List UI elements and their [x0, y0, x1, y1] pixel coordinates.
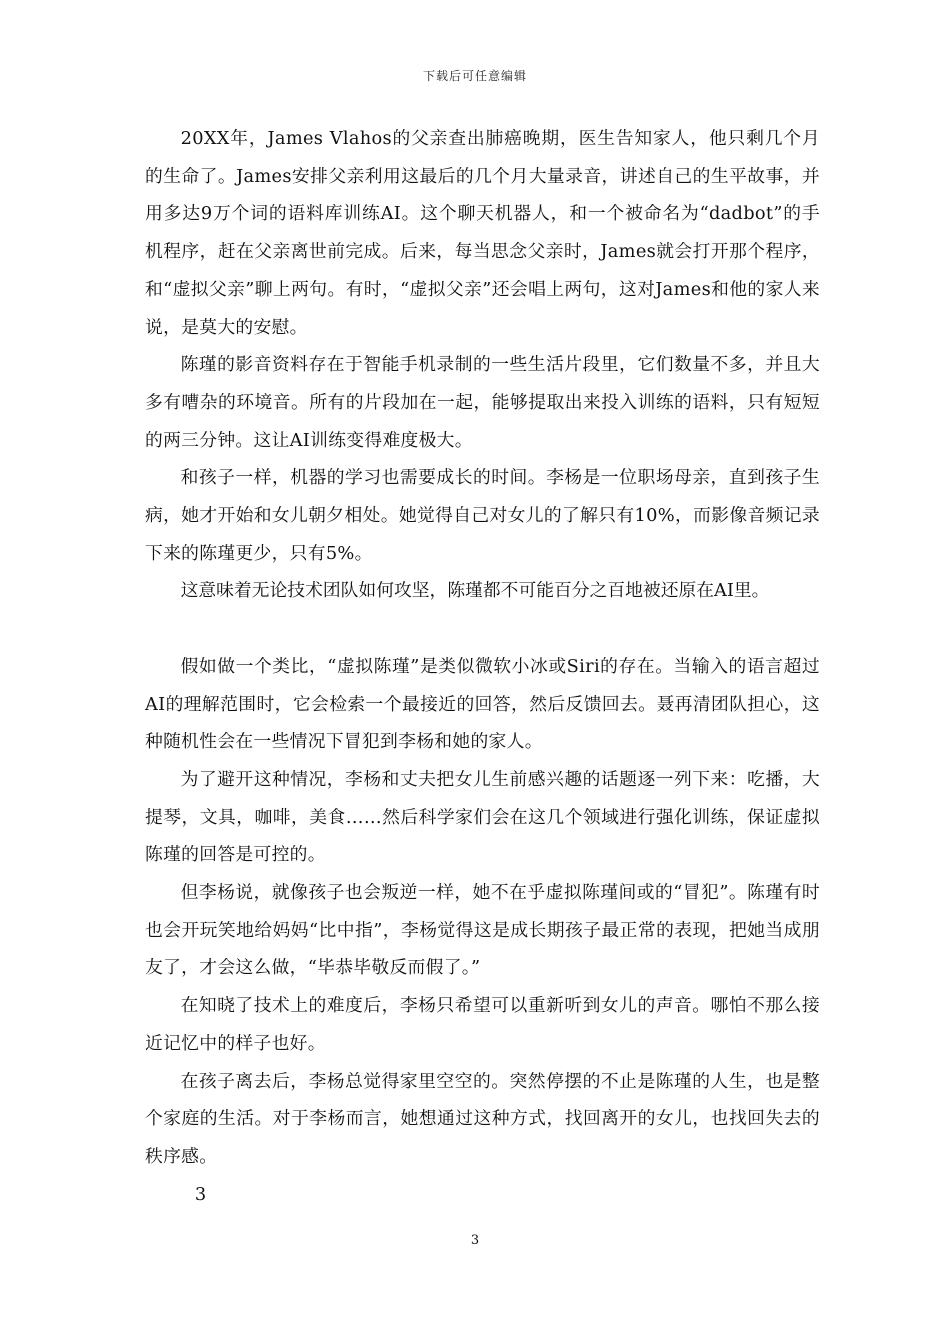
page-number: 3 [470, 1233, 480, 1248]
paragraph: 假如做一个类比，“虚拟陈瑾”是类似微软小冰或Siri的存在。当输入的语言超过AI的理解范围时，它会检索一个最接近的回答，然后反馈回去。聂再清团队担心，这种随机性会在一些情况下冒犯到李杨和她的家人。 [145, 655, 820, 753]
paragraph: 在孩子离去后，李杨总觉得家里空空的。突然停摆的不止是陈瑾的人生，也是整个家庭的生活。对于李杨而言，她想通过这种方式，找回离开的女儿，也找回失去的秩序感。 [145, 1070, 820, 1167]
paragraph: 但李杨说，就像孩子也会叛逆一样，她不在乎虚拟陈瑾间或的“冒犯”。陈瑾有时也会开玩笑地给妈妈“比中指”，李杨觉得这是成长期孩子最正常的表现，把她当成朋友了，才会这么做，“毕恭毕敬反而假了。” [145, 882, 820, 979]
paragraph: 和孩子一样，机器的学习也需要成长的时间。李杨是一位职场母亲，直到孩子生病，她才开始和女儿朝夕相处。她觉得自己对女儿的了解只有10%，而影像音频记录下来的陈瑾更少，只有5%。 [145, 467, 820, 564]
page-header: 下载后可任意编辑 [422, 69, 527, 83]
paragraph: 20XX年，James Vlahos的父亲查出肺癌晚期，医生告知家人，他只剩几个月的生命了。James安排父亲利用这最后的几个月大量录音，讲述自己的生平故事，并用多达9万个词的语料库训练AI。这个聊天机器人，和一个被命名为“dadbot”的手机程序，赶在父亲离世前完成。后来，每当思念父亲时，James就会打开那个程序，和“虚拟父亲”聊上两句。有时，“虚拟父亲”还会唱上两句，这对James和他的家人来说，是莫大的安慰。 [145, 128, 820, 338]
section-number: 3 [194, 1183, 207, 1205]
paragraph: 为了避开这种情况，李杨和丈夫把女儿生前感兴趣的话题逐一列下来：吃播，大提琴，文具，咖啡，美食……然后科学家们会在这几个领域进行强化训练，保证虚拟陈瑾的回答是可控的。 [145, 768, 820, 866]
paragraph: 陈瑾的影音资料存在于智能手机录制的一些生活片段里，它们数量不多，并且大多有嘈杂的环境音。所有的片段加在一起，能够提取出来投入训练的语料，只有短短的两三分钟。这让AI训练变得难度极大。 [145, 354, 820, 451]
article-body [145, 120, 820, 1213]
paragraph: 这意味着无论技术团队如何攻坚，陈瑾都不可能百分之百地被还原在AI里。 [180, 580, 770, 602]
paragraph: 在知晓了技术上的难度后，李杨只希望可以重新听到女儿的声音。哪怕不那么接近记忆中的样子也好。 [145, 995, 820, 1054]
